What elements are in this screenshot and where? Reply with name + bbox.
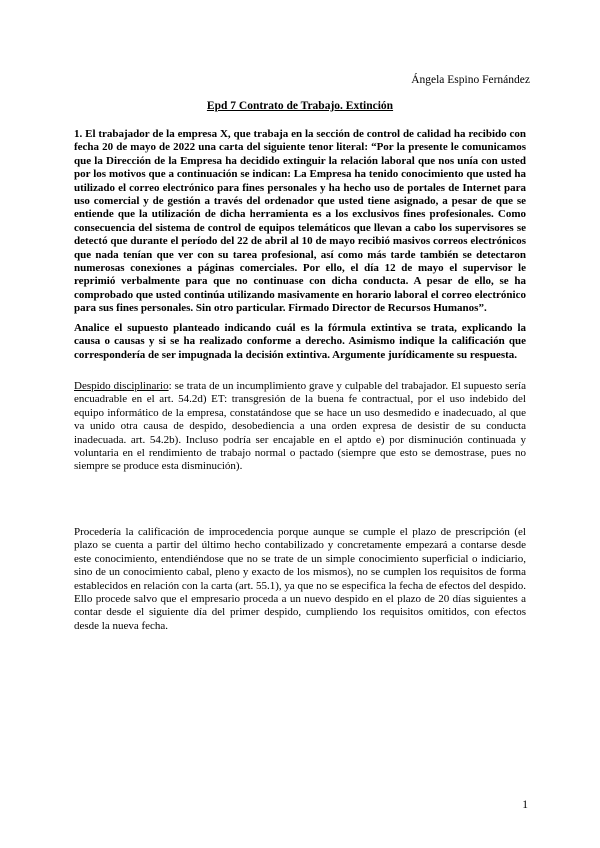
question-paragraph: 1. El trabajador de la empresa X, que trabaja en la sección de control de calidad ha recibido con fecha 20 de mayo de 2022 una carta del siguiente tenor literal: “Por la presente le comunicamos que la Dirección de la Empresa ha decidido extinguir la relación laboral que nos unía con usted por los motivos que a continuación se indican: La Empresa ha tenido conocimiento que usted ha utilizado el correo electrónico para fines personales y ha hecho uso de portales de Internet para uso comercial y de gestión a través del ordenador que usted tiene asignado, a pesar de que se entiende que la utilización de dicha herramienta es a los exclusivos fines profesionales. Como consecuencia del sistema de control de equipos telemáticos que llevan a cabo los supervisores se detectó que durante el período del 22 de abril al 10 de mayo recibió masivos correos electrónicos que nada tenían que ver con su tarea profesional, así como más tarde también se detectaron numerosas conexiones a páginas comerciales. Por ello, el día 12 de mayo el supervisor le reprimió verbalmente para que no continuase con dicha conducta. A pesar de ello, se ha comprobado que usted continúa utilizando masivamente en horario laboral el correo electrónico para sus fines personales. Sin otro particular. Firmado Director de Recursos Humanos”.	[74, 128, 526, 315]
document-title	[0, 99, 600, 113]
instructions-paragraph: Analice el supuesto planteado indicando cuál es la fórmula extintiva se trata, explicando la causa o causas y si se ha realizado conforme a derecho. Asimismo indique la calificación que correspondería de ser impugnada la decisión extintiva. Argumente jurídicamente su respuesta.	[74, 322, 526, 361]
document-title-text: Epd 7 Contrato de Trabajo. Extinción	[206, 100, 394, 112]
author-name: Ángela Espino Fernández	[411, 74, 530, 86]
answer-text-dismissal: : se trata de un incumplimiento grave y culpable del trabajador. El supuesto sería encuadrable en el art. 54.2d) ET: transgresión de la buena fe contractual, por el uso indebido del equipo informático de la empresa, constatándose que se hace un uso desmedido e inadecuado, al que va unido otra causa de despido, desobediencia a una orden expresa de desistir de su conducta inadecuada. art. 54.2b). Incluso podría ser encajable en el aptdo e) por disminución continuada y voluntaria en el rendimiento de trabajo normal o pactado (siempre que esto se demostrase, pues no siempre se produce esta disminución).	[74, 380, 526, 473]
page-number: 1	[522, 799, 528, 811]
answer-paragraph-dismissal	[74, 380, 526, 474]
answer-paragraph-qualification: Procedería la calificación de improcedencia porque aunque se cumple el plazo de prescripción (el plazo se cuenta a partir del último hecho contabilizado y concretamente empezará a contarse desde este conocimiento, entendiéndose que no se trate de un simple conocimiento superficial o indiciario, sino de un conocimiento cabal, pleno y exacto de los mismos), no se cumplen los requisitos de forma establecidos en relación con la carta (art. 55.1), ya que no se especifica la fecha de efectos del despido. Ello procede salvo que el empresario proceda a un nuevo despido en el plazo de 20 días siguientes a contar desde el siguiente día del primer despido, cumpliendo los requisitos omitidos, con efectos desde la nueva fecha.	[74, 526, 527, 632]
answer-heading-dismissal: Despido disciplinario	[74, 380, 169, 392]
